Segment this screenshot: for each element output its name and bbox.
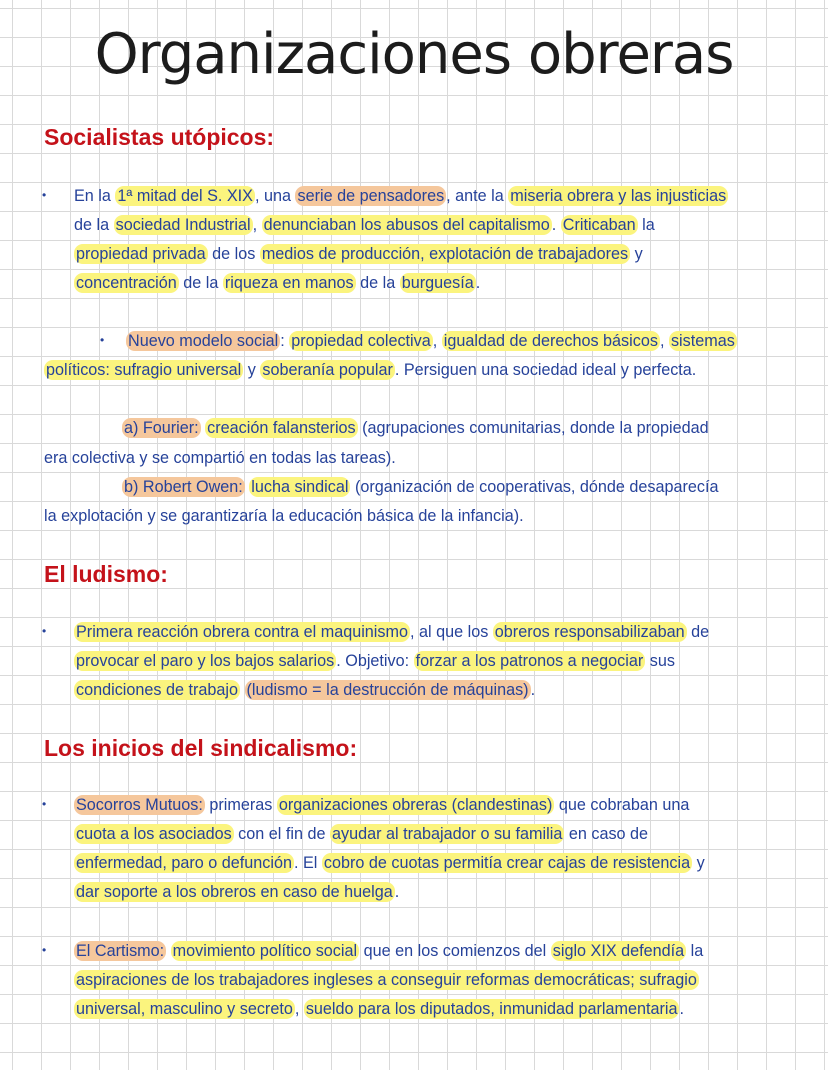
bullet-dot: • <box>42 188 47 202</box>
socialistas-p1-line4: concentración de la riqueza en manos de la burguesía . <box>76 274 481 292</box>
socialistas-p2-line1: Nuevo modelo social : propiedad colectiva , igualdad de derechos básicos , sistemas <box>128 332 735 350</box>
fourier-line1: a) Fourier: creación falansterios (agrupaciones comunitarias, donde la propiedad <box>124 419 709 437</box>
cartismo-line2: aspiraciones de los trabajadores ingleses a conseguir reformas democráticas; sufragio <box>76 971 697 989</box>
socorros-line4: dar soporte a los obreros en caso de huelga . <box>76 883 400 901</box>
bullet-dot: • <box>42 624 47 638</box>
socorros-line1: Socorros Mutuos: primeras organizaciones obreras (clandestinas) que cobraban una <box>76 796 690 814</box>
socorros-line3: enfermedad, paro o defunción . El cobro de cuotas permitía crear cajas de resistencia y <box>76 854 705 872</box>
section-heading-ludismo: El ludismo: <box>44 561 168 587</box>
page-title: Organizaciones obreras <box>94 22 734 87</box>
cartismo-line1: El Cartismo: movimiento político social que en los comienzos del siglo XIX defendía la <box>76 942 704 960</box>
socialistas-p1-line1: En la 1ª mitad del S. XIX , una serie de pensadores , ante la miseria obrera y las injusticias <box>74 187 727 205</box>
cartismo-line3: universal, masculino y secreto , sueldo para los diputados, inmunidad parlamentaria . <box>76 1000 684 1018</box>
bullet-dot: • <box>100 333 105 347</box>
owen-line1: b) Robert Owen: lucha sindical (organización de cooperativas, dónde desaparecía <box>124 478 719 496</box>
bullet-dot: • <box>42 797 47 811</box>
fourier-line2: era colectiva y se compartió en todas las tareas). <box>44 449 396 467</box>
section-heading-sindicalismo: Los inicios del sindicalismo: <box>44 735 358 761</box>
socialistas-p1-line2: de la sociedad Industrial , denunciaban los abusos del capitalismo . Criticaban la <box>74 216 655 234</box>
socialistas-p2-line2: políticos: sufragio universal y soberanía popular . Persiguen una sociedad ideal y perfecta. <box>46 361 697 379</box>
socialistas-p1-line3: propiedad privada de los medios de producción, explotación de trabajadores y <box>76 245 643 263</box>
ludismo-line2: provocar el paro y los bajos salarios . Objetivo: forzar a los patronos a negociar sus <box>76 652 675 670</box>
section-heading-socialistas: Socialistas utópicos: <box>44 124 275 150</box>
socorros-line2: cuota a los asociados con el fin de ayudar al trabajador o su familia en caso de <box>76 825 649 843</box>
bullet-dot: • <box>42 943 47 957</box>
ludismo-line1: Primera reacción obrera contra el maquinismo , al que los obreros responsabilizaban de <box>76 623 710 641</box>
owen-line2: la explotación y se garantizaría la educación básica de la infancia). <box>44 507 524 525</box>
ludismo-line3: condiciones de trabajo (ludismo = la destrucción de máquinas) . <box>76 681 536 699</box>
